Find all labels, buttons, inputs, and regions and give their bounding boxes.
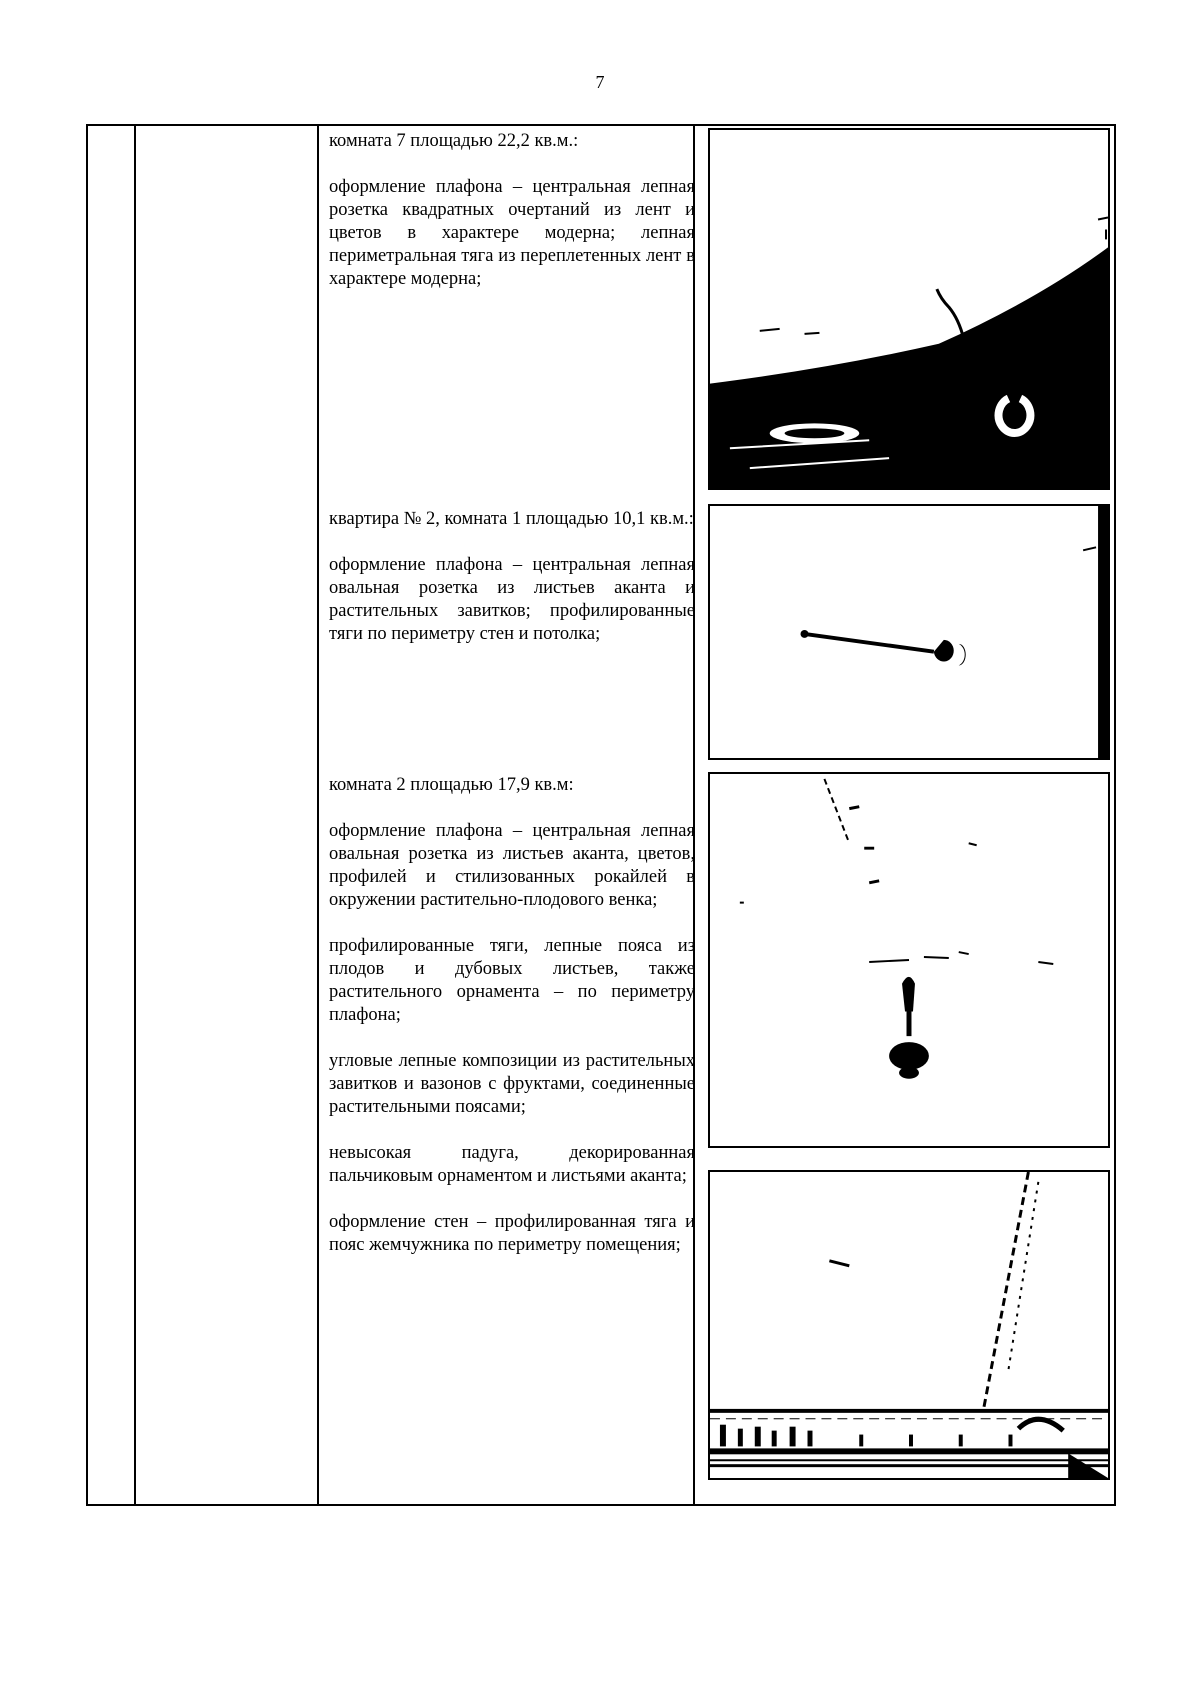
page-number: 7 <box>595 72 605 92</box>
room-2-description <box>329 774 695 1257</box>
monument-description-table <box>86 124 1116 1506</box>
photo-room-2-ceiling-center <box>708 772 1110 1148</box>
room-paragraph: оформление стен – профилированная тяга и пояс жемчужника по периметру помещения; <box>329 1212 695 1255</box>
room-heading: квартира № 2, комната 1 площадью 10,1 кв.м.: <box>329 509 694 529</box>
photo-room-7-ceiling <box>708 128 1110 490</box>
photo-room-2-cornice <box>708 1170 1110 1480</box>
room-paragraph: невысокая падуга, декорированная пальчиковым орнаментом и листьями аканта; <box>329 1143 695 1186</box>
room-paragraph: оформление плафона – центральная лепная овальная розетка из листьев аканта и растительных завитков; профилированные тяги по периметру стен и потолка; <box>329 555 695 644</box>
room-heading: комната 7 площадью 22,2 кв.м.: <box>329 131 579 151</box>
column-divider-2 <box>317 126 319 1504</box>
apartment-2-room-1-description <box>329 508 695 646</box>
room-paragraph: профилированные тяги, лепные пояса из плодов и дубовых листьев, также растительного орнамента – по периметру плафона; <box>329 936 695 1025</box>
room-paragraph: оформление плафона – центральная лепная розетка квадратных очертаний из лент и цветов в характере модерна; лепная периметральная тяга из переплетенных лент в характере модерна; <box>329 177 695 289</box>
room-paragraph: угловые лепные композиции из растительных завитков и вазонов с фруктами, соединенные растительными поясами; <box>329 1051 695 1117</box>
room-paragraph: оформление плафона – центральная лепная овальная розетка из листьев аканта, цветов, профилей и стилизованных рокайлей в окружении растительно-плодового венка; <box>329 821 695 910</box>
room-heading: комната 2 площадью 17,9 кв.м: <box>329 775 574 795</box>
photo-apartment-2-room-1-ceiling <box>708 504 1110 760</box>
room-7-description <box>329 130 695 291</box>
column-divider-1 <box>134 126 136 1504</box>
